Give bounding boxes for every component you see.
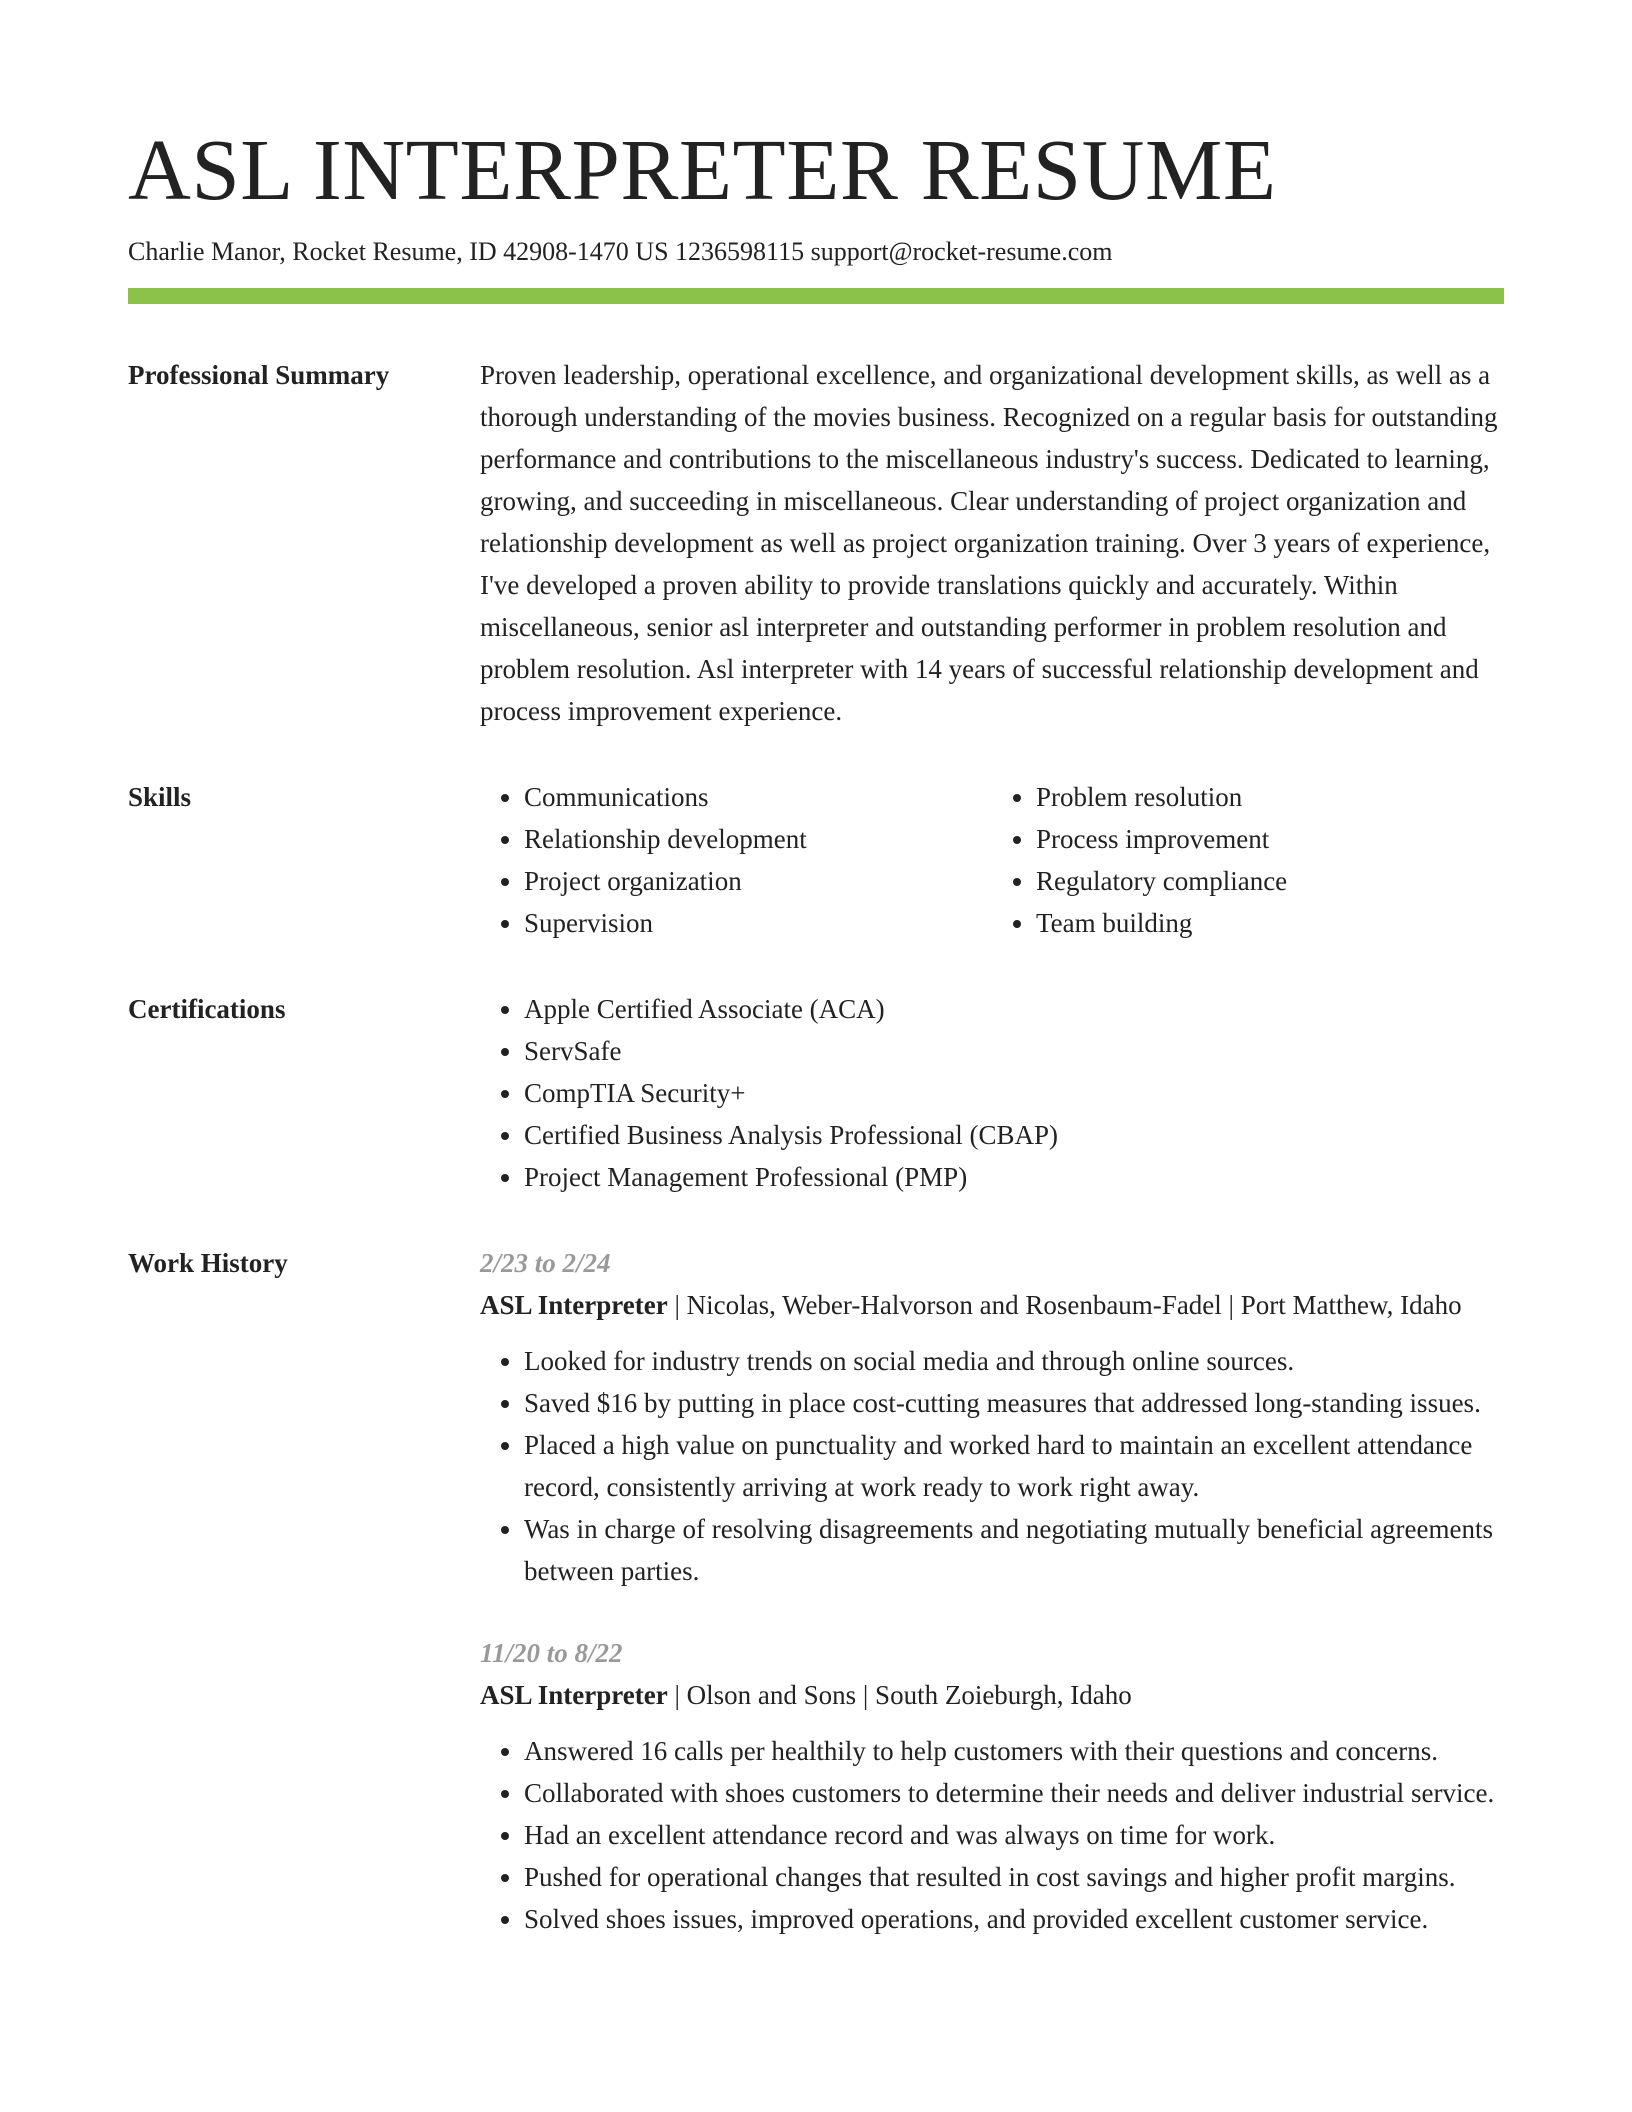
section-label: Certifications: [128, 994, 286, 1024]
job-bullet: • Collaborated with shoes customers to determine their needs and deliver industrial service.: [524, 1772, 1504, 1814]
skills-section: [128, 776, 1504, 944]
job-heading: [480, 1284, 1504, 1326]
job-bullet: • Pushed for operational changes that resulted in cost savings and higher profit margins.: [524, 1856, 1504, 1898]
section-label: Work History: [128, 1248, 288, 1278]
skill-item: • Relationship development: [524, 818, 992, 860]
job-bullet: • Looked for industry trends on social media and through online sources.: [524, 1340, 1504, 1382]
certification-item: • Project Management Professional (PMP): [524, 1156, 1504, 1198]
certifications-list: [480, 988, 1504, 1198]
job-details: | Nicolas, Weber-Halvorson and Rosenbaum-Fadel | Port Matthew, Idaho: [667, 1290, 1462, 1320]
summary-text: Proven leadership, operational excellence, and organizational development skills, as well as a thorough understanding of the movies business. Recognized on a regular basis for outstanding performance and contributions to the miscellaneous industry's success. Dedicated to learning, growing, and succeeding in miscellaneous. Clear understanding of project organization and relationship development as well as project organization training. Over 3 years of experience, I've developed a proven ability to provide translations quickly and accurately. Within miscellaneous, senior asl interpreter and outstanding performer in problem resolution and problem resolution. Asl interpreter with 14 years of successful relationship development and process improvement experience.: [480, 360, 1498, 726]
job-entry: [480, 1242, 1504, 1592]
certification-item: • Certified Business Analysis Professional (CBAP): [524, 1114, 1504, 1156]
job-bullets: [480, 1730, 1504, 1940]
job-bullet: • Answered 16 calls per healthily to help customers with their questions and concerns.: [524, 1730, 1504, 1772]
skill-item: • Problem resolution: [1036, 776, 1504, 818]
job-entry: [480, 1632, 1504, 1940]
certification-item: • Apple Certified Associate (ACA): [524, 988, 1504, 1030]
job-bullet: • Placed a high value on punctuality and worked hard to maintain an excellent attendance record, consistently arriving at work ready to work right away.: [524, 1424, 1504, 1508]
job-heading: [480, 1674, 1504, 1716]
job-details: | Olson and Sons | South Zoieburgh, Idaho: [667, 1680, 1132, 1710]
accent-divider: [128, 288, 1504, 304]
skill-item: • Process improvement: [1036, 818, 1504, 860]
certification-item: • CompTIA Security+: [524, 1072, 1504, 1114]
job-bullet: • Had an excellent attendance record and was always on time for work.: [524, 1814, 1504, 1856]
skill-item: • Project organization: [524, 860, 992, 902]
certifications-section: [128, 988, 1504, 1198]
job-dates: 11/20 to 8/22: [480, 1638, 623, 1668]
skill-item: • Regulatory compliance: [1036, 860, 1504, 902]
section-label: Professional Summary: [128, 360, 390, 390]
job-bullets: [480, 1340, 1504, 1592]
resume-title: ASL INTERPRETER RESUME: [128, 121, 1277, 218]
job-title: ASL Interpreter: [480, 1290, 668, 1320]
contact-line: Charlie Manor, Rocket Resume, ID 42908-1470 US 1236598115 support@rocket-resume.com: [128, 237, 1113, 266]
job-title: ASL Interpreter: [480, 1680, 668, 1710]
job-dates: 2/23 to 2/24: [480, 1248, 611, 1278]
job-bullet: • Was in charge of resolving disagreements and negotiating mutually beneficial agreements between parties.: [524, 1508, 1504, 1592]
skill-item: • Team building: [1036, 902, 1504, 944]
section-label: Skills: [128, 782, 192, 812]
job-bullet: • Solved shoes issues, improved operations, and provided excellent customer service.: [524, 1898, 1504, 1940]
skill-item: • Communications: [524, 776, 992, 818]
skills-list-left: [480, 776, 992, 944]
job-bullet: • Saved $16 by putting in place cost-cutting measures that addressed long-standing issues.: [524, 1382, 1504, 1424]
certification-item: • ServSafe: [524, 1030, 1504, 1072]
skill-item: • Supervision: [524, 902, 992, 944]
skills-list-right: [992, 776, 1504, 944]
professional-summary-section: [128, 354, 1504, 732]
work-history-section: [128, 1242, 1504, 1980]
